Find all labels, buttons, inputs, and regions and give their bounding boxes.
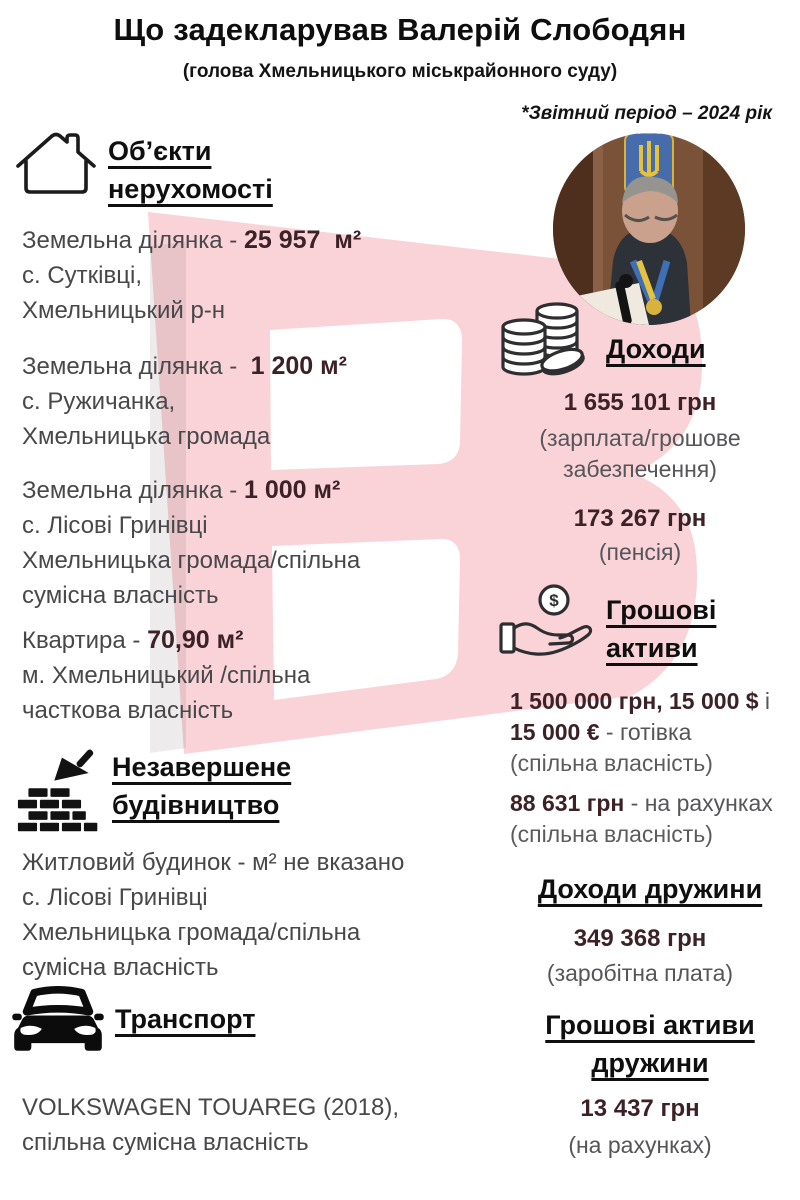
item-label: Земельна ділянка - xyxy=(22,353,251,380)
section-heading-wife-income xyxy=(500,870,800,908)
item-line: Житловий будинок - м² не вказано xyxy=(22,849,405,876)
income-note-1 xyxy=(490,423,790,485)
note-line: (зарплата/грошове xyxy=(539,425,741,451)
heading-transport: Транспорт xyxy=(115,1004,256,1034)
item-line: Хмельницька громада/спільна xyxy=(22,547,361,574)
svg-text:$: $ xyxy=(549,591,559,610)
item-line xyxy=(22,473,482,508)
section-heading-construction xyxy=(112,748,291,824)
item-line: Хмельницька громада xyxy=(22,423,271,450)
item-line: с. Сутківці, xyxy=(22,262,142,289)
section-heading-income xyxy=(606,330,706,368)
income-amount-1: 1 655 101 грн xyxy=(563,389,717,416)
reporting-period-note: *Звітний період – 2024 рік xyxy=(521,103,772,124)
item-line: сумісна власність xyxy=(22,954,219,981)
heading-real-estate-line2: нерухомості xyxy=(108,174,273,204)
real-estate-item-2 xyxy=(22,349,482,454)
wife-income-amount: 349 368 грн xyxy=(573,925,707,952)
item-line: с. Лісові Гринівці xyxy=(22,884,208,911)
note-line: забезпечення) xyxy=(563,456,717,482)
income-note-2: (пенсія) xyxy=(598,539,682,565)
item-line: Хмельницький р-н xyxy=(22,297,226,324)
item-value: 25 957 м² xyxy=(243,226,362,254)
real-estate-item-4 xyxy=(22,623,482,728)
item-line: с. Ружичанка, xyxy=(22,388,176,415)
item-line: сумісна власність xyxy=(22,582,219,609)
transport-item xyxy=(22,1090,492,1160)
cash-line-1 xyxy=(510,686,795,717)
wife-assets-amount: 13 437 грн xyxy=(580,1095,700,1122)
assets-cash-block xyxy=(510,686,795,779)
coins-icon xyxy=(500,297,596,393)
heading-assets-line1: Грошові xyxy=(606,595,717,625)
item-value: 1 000 м² xyxy=(243,476,341,504)
accounts-note: (спільна власність) xyxy=(510,821,713,847)
heading-construction-line1: Незавершене xyxy=(112,752,292,782)
item-label: Квартира - xyxy=(22,627,148,654)
item-value: 1 200 м² xyxy=(250,352,347,380)
accounts-rest: - на рахунках xyxy=(624,790,773,816)
item-value: 70,90 м² xyxy=(147,626,244,654)
heading-income: Доходи xyxy=(606,334,706,364)
wife-assets-note: (на рахунках) xyxy=(568,1132,712,1158)
section-heading-real-estate xyxy=(108,132,273,208)
construction-item xyxy=(22,845,492,985)
item-line xyxy=(22,223,482,258)
item-line xyxy=(22,623,482,658)
item-line: м. Хмельницький /спільна xyxy=(22,662,311,689)
item-line: с. Лісові Гринівці xyxy=(22,512,208,539)
cash-note: (спільна власність) xyxy=(510,750,713,776)
wife-income-note: (заробітна плата) xyxy=(546,960,734,986)
real-estate-item-1 xyxy=(22,223,482,328)
item-line: часткова власність xyxy=(22,697,234,724)
section-heading-assets xyxy=(606,591,716,667)
page-title: Що задекларував Валерій Слободян xyxy=(113,12,687,47)
heading-wife-income: Доходи дружини xyxy=(537,874,763,904)
item-line: спільна сумісна власність xyxy=(22,1129,309,1156)
item-label: Земельна ділянка - xyxy=(22,227,244,254)
cash-rest: - готівка xyxy=(599,719,692,745)
assets-accounts-block xyxy=(510,788,795,850)
item-line xyxy=(22,349,482,384)
cash-sep: і xyxy=(758,688,771,714)
heading-assets-line2: активи xyxy=(606,633,698,663)
cash-amount-1: 1 500 000 грн, 15 000 $ xyxy=(510,688,759,714)
heading-wife-assets-line2: дружини xyxy=(591,1048,709,1078)
section-heading-wife-assets xyxy=(500,1006,800,1082)
heading-real-estate-line1: Об’єкти xyxy=(108,136,212,166)
accounts-line xyxy=(510,788,795,819)
heading-construction-line2: будівництво xyxy=(112,790,280,820)
item-line: Хмельницька громада/спільна xyxy=(22,919,361,946)
section-heading-transport xyxy=(115,1000,255,1038)
car-icon xyxy=(12,986,104,1066)
real-estate-item-3 xyxy=(22,473,482,613)
page-subtitle: (голова Хмельницького міськрайонного суду) xyxy=(182,61,618,82)
item-label: Земельна ділянка - xyxy=(22,477,244,504)
income-amount-2: 173 267 грн xyxy=(573,505,707,532)
house-outline-icon xyxy=(12,128,100,202)
bricks-trowel-icon xyxy=(16,744,104,844)
hand-dollar-coin-icon xyxy=(498,582,598,674)
cash-amount-2: 15 000 € xyxy=(510,719,600,745)
accounts-amount: 88 631 грн xyxy=(510,790,625,816)
heading-wife-assets-line1: Грошові активи xyxy=(545,1010,755,1040)
item-line: VOLKSWAGEN TOUAREG (2018), xyxy=(22,1094,400,1121)
cash-line-2 xyxy=(510,717,795,748)
